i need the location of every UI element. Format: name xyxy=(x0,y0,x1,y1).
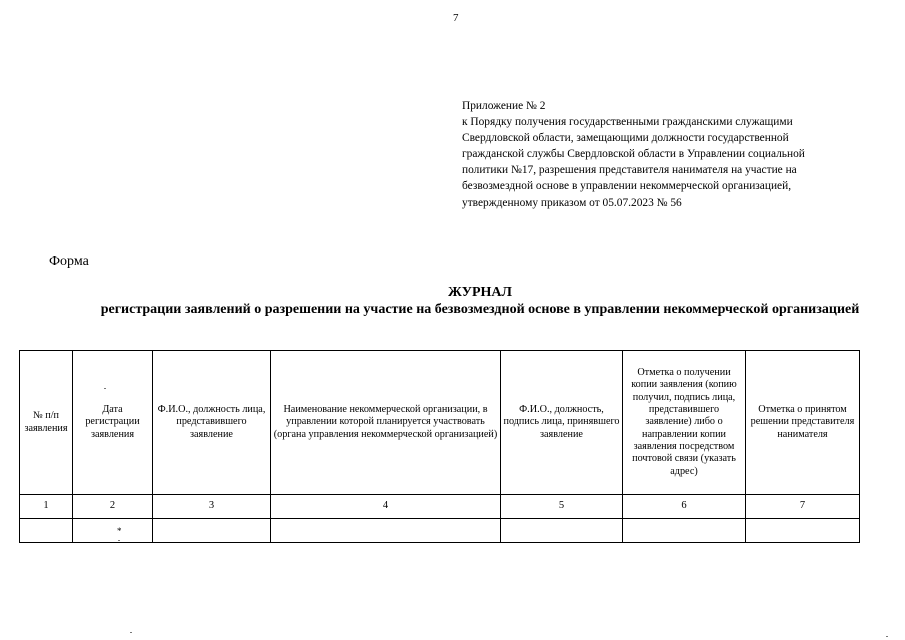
table-row xyxy=(20,519,860,543)
table-cell xyxy=(73,519,153,543)
column-header: Наименование некоммерческой организации, в управлении которой планируется участвовать (органа управления некоммерческой организацией) xyxy=(271,351,501,495)
scan-speck xyxy=(130,632,132,633)
appendix-line: утвержденному приказом от 05.07.2023 № 56 xyxy=(462,196,682,209)
document-title xyxy=(100,284,860,318)
appendix-line: Приложение № 2 xyxy=(462,100,546,112)
column-header: Ф.И.О., должность лица, представившего заявление xyxy=(153,351,271,495)
column-number: 2 xyxy=(73,495,153,519)
appendix-line: безвозмездной основе в управлении некоммерческой организацией, xyxy=(462,180,792,193)
appendix-line: политики №17, разрешения представителя нанимателя на участие на xyxy=(462,164,797,177)
column-number: 4 xyxy=(271,495,501,519)
scan-speck xyxy=(886,636,888,637)
column-number: 3 xyxy=(153,495,271,519)
column-number: 6 xyxy=(623,495,746,519)
appendix-line: Свердловской области, замещающими должности государственной xyxy=(462,132,789,145)
column-number: 5 xyxy=(501,495,623,519)
table-cell xyxy=(153,519,271,543)
column-header: Ф.И.О., должность, подпись лица, принявшего заявление xyxy=(501,351,623,495)
scan-speck xyxy=(118,540,120,541)
appendix-line: гражданской службы Свердловской области в Управлении социальной xyxy=(462,148,805,161)
appendix-line: к Порядку получения государственными гражданскими служащими xyxy=(462,116,793,129)
title-subtitle: регистрации заявлений о разрешении на участие на безвозмездной основе в управлении некоммерческой организацией xyxy=(100,302,860,317)
title-main: ЖУРНАЛ xyxy=(448,285,512,300)
journal-table xyxy=(19,350,860,543)
table-header-row xyxy=(20,351,860,495)
column-number-row xyxy=(20,495,860,519)
table-cell xyxy=(623,519,746,543)
asterisk-mark: * xyxy=(117,526,122,536)
column-header: Отметка о принятом решении представителя нанимателя xyxy=(746,351,860,495)
table-cell xyxy=(271,519,501,543)
column-number: 1 xyxy=(20,495,73,519)
column-header: Отметка о получении копии заявления (копию получил, подпись лица, представившего заявление) либо о направлении копии заявления посредством почтовой связи (указать адрес) xyxy=(623,351,746,495)
form-label: Форма xyxy=(49,254,89,269)
table-cell xyxy=(20,519,73,543)
table-cell xyxy=(501,519,623,543)
column-number: 7 xyxy=(746,495,860,519)
table-cell xyxy=(746,519,860,543)
column-header: Дата регистрации заявления xyxy=(73,351,153,495)
appendix-block xyxy=(462,98,861,211)
page-number: 7 xyxy=(453,12,459,24)
scan-speck xyxy=(104,388,106,389)
column-header: № п/п заявления xyxy=(20,351,73,495)
